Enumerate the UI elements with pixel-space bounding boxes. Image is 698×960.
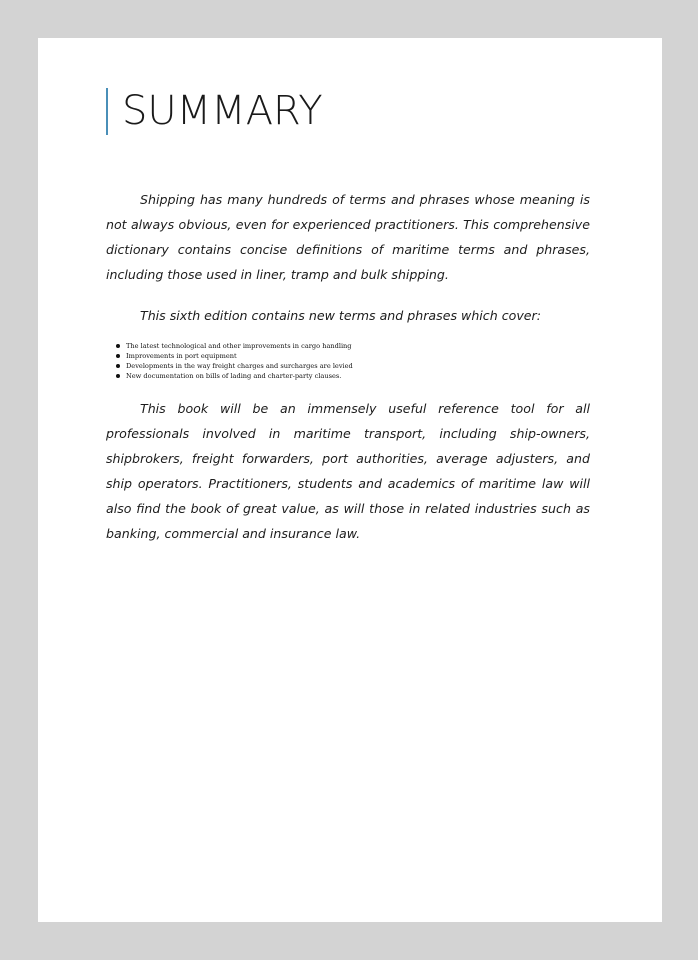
- bullet-icon: [116, 364, 120, 368]
- list-item-text: The latest technological and other improvements in cargo handling: [126, 342, 352, 350]
- audience-paragraph: This book will be an immensely useful reference tool for all professionals involved in maritime transport, including ship-owners, shipbrokers, freight forwarders, port authorities, average adjusters, and ship operators. Practitioners, students and academics of maritime law will also find the book of great value, as will those in related industries such as banking, commercial and insurance law.: [106, 401, 590, 541]
- list-item: [116, 371, 353, 381]
- list-item: [116, 351, 353, 361]
- title-block: [106, 88, 323, 135]
- list-item-text: Improvements in port equipment: [126, 352, 237, 360]
- bullet-icon: [116, 354, 120, 358]
- bullet-icon: [116, 344, 120, 348]
- bullet-icon: [116, 374, 120, 378]
- list-item-text: New documentation on bills of lading and charter-party clauses.: [126, 372, 342, 380]
- page-title: SUMMARY: [122, 88, 323, 134]
- document-page: [38, 38, 662, 922]
- edition-paragraph: This sixth edition contains new terms and phrases which cover:: [140, 308, 541, 323]
- intro-paragraph: Shipping has many hundreds of terms and phrases whose meaning is not always obvious, even for experienced practitioners. This comprehensive dictionary contains concise definitions of maritime terms and phrases, including those used in liner, tramp and bulk shipping.: [106, 192, 590, 282]
- list-item-text: Developments in the way freight charges and surcharges are levied: [126, 362, 353, 370]
- list-item: [116, 341, 353, 351]
- new-terms-list: [116, 341, 353, 381]
- list-item: [116, 361, 353, 371]
